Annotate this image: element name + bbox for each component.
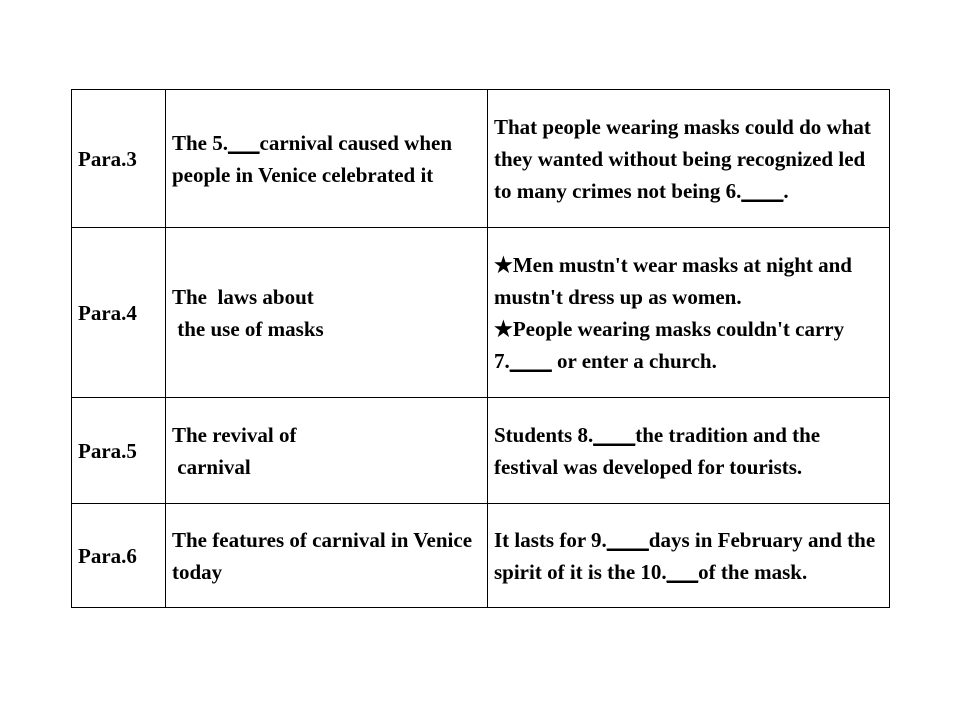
detail-text: That people wearing masks could do what they wanted without being recognized led to many crimes not being 6. [494, 114, 877, 203]
topic-cell [166, 90, 488, 228]
para-label-text: Para.3 [78, 146, 137, 171]
para-label [72, 90, 166, 228]
rule-item: ★Men mustn't wear masks at night and mustn't dress up as women. [494, 252, 858, 309]
table-row [72, 398, 890, 504]
para-label-text: Para.6 [78, 543, 137, 568]
topic-text: carnival caused when people in Venice celebrated it [172, 130, 458, 187]
para-label [72, 398, 166, 504]
answer-blank-9: ____ [606, 527, 649, 552]
rule-item [494, 313, 883, 377]
detail-text: It lasts for 9. [494, 527, 607, 552]
detail-text: the tradition and the festival was developed for tourists. [494, 422, 826, 479]
detail-text: . [783, 178, 789, 203]
topic-text: carnival [172, 454, 251, 479]
topic-text: the use of masks [172, 316, 324, 341]
detail-cell [488, 398, 890, 504]
para-label [72, 504, 166, 608]
topic-text: The revival of [172, 422, 297, 447]
topic-text: The features of carnival in Venice today [172, 527, 478, 584]
answer-blank-8: ____ [593, 422, 636, 447]
table-row [72, 228, 890, 398]
topic-cell [166, 398, 488, 504]
topic-cell [166, 504, 488, 608]
detail-cell [488, 228, 890, 398]
answer-blank-7: ____ [509, 348, 552, 373]
table-row [72, 504, 890, 608]
answer-blank-5: ___ [228, 130, 260, 155]
outline-table [71, 89, 890, 608]
topic-text: The 5. [172, 130, 229, 155]
table-row [72, 90, 890, 228]
para-label-text: Para.4 [78, 300, 137, 325]
topic-text: The laws about [172, 284, 314, 309]
detail-text: Students 8. [494, 422, 594, 447]
detail-cell [488, 90, 890, 228]
answer-blank-10: ___ [666, 559, 699, 584]
para-label-text: Para.5 [78, 438, 137, 463]
answer-blank-6: ____ [741, 178, 784, 203]
detail-cell [488, 504, 890, 608]
para-label [72, 228, 166, 398]
topic-cell [166, 228, 488, 398]
detail-text: days in February and the spirit of it is the 10. [494, 527, 881, 584]
detail-text: of the mask. [698, 559, 808, 584]
detail-text: or enter a church. [551, 348, 717, 373]
detail-text: ★People wearing masks couldn't carry 7. [494, 316, 850, 373]
